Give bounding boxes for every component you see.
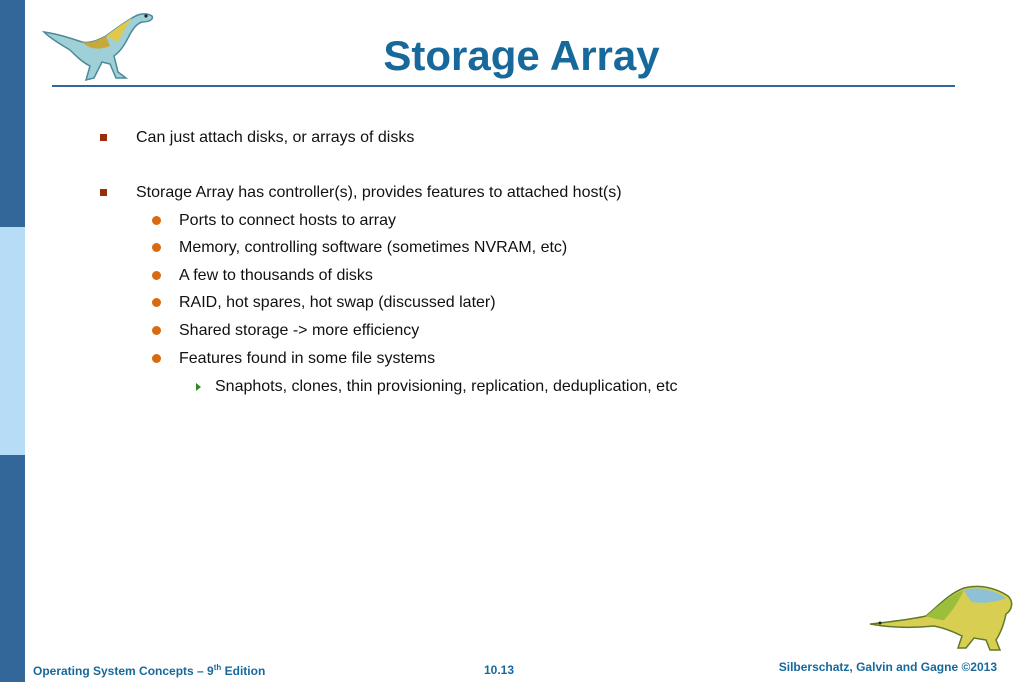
dinosaur-icon — [868, 582, 1018, 656]
dot-bullet-icon — [152, 326, 161, 335]
dot-bullet-icon — [152, 298, 161, 307]
sub-bullet-item — [179, 349, 435, 369]
bullet-text: RAID, hot spares, hot swap (discussed later) — [179, 294, 496, 311]
bullet-text: A few to thousands of disks — [179, 267, 373, 284]
square-bullet-icon — [100, 134, 107, 141]
bullet-text: Snaphots, clones, thin provisioning, replication, deduplication, etc — [215, 378, 678, 395]
square-bullet-icon — [100, 189, 107, 196]
dot-bullet-icon — [152, 354, 161, 363]
dot-bullet-icon — [152, 216, 161, 225]
sub-bullet-item — [179, 211, 396, 231]
slide-title: Storage Array — [383, 32, 660, 79]
dot-bullet-icon — [152, 271, 161, 280]
sidebar-segment-bottom — [0, 455, 25, 682]
bullet-text: Shared storage -> more efficiency — [179, 322, 420, 339]
bullet-text: Memory, controlling software (sometimes NVRAM, etc) — [179, 239, 568, 256]
footer-copyright: Silberschatz, Galvin and Gagne ©2013 — [778, 660, 997, 674]
sidebar-stripe — [0, 0, 25, 682]
arrow-bullet-icon — [196, 383, 201, 391]
bullet-text: Ports to connect hosts to array — [179, 212, 396, 229]
sidebar-segment-middle — [0, 227, 25, 455]
bullet-text: Storage Array has controller(s), provides features to attached host(s) — [136, 184, 622, 201]
sub-bullet-item — [179, 321, 419, 341]
sub-bullet-item — [179, 266, 373, 286]
bullet-item — [136, 183, 622, 203]
footer-book-prefix: Operating System Concepts – 9 — [33, 664, 214, 678]
footer-edition-sup: th — [213, 663, 222, 672]
footer-book-suffix: Edition — [221, 664, 266, 678]
footer-book-title — [33, 663, 265, 678]
footer-page-number: 10.13 — [484, 663, 515, 677]
bullet-item — [136, 128, 414, 148]
dot-bullet-icon — [152, 243, 161, 252]
sub-sub-bullet-item — [215, 377, 678, 397]
sub-bullet-item — [179, 238, 567, 258]
sub-bullet-item — [179, 293, 496, 313]
bullet-text: Features found in some file systems — [179, 350, 436, 367]
title-underline — [52, 85, 955, 87]
bullet-text: Can just attach disks, or arrays of disks — [136, 129, 415, 146]
